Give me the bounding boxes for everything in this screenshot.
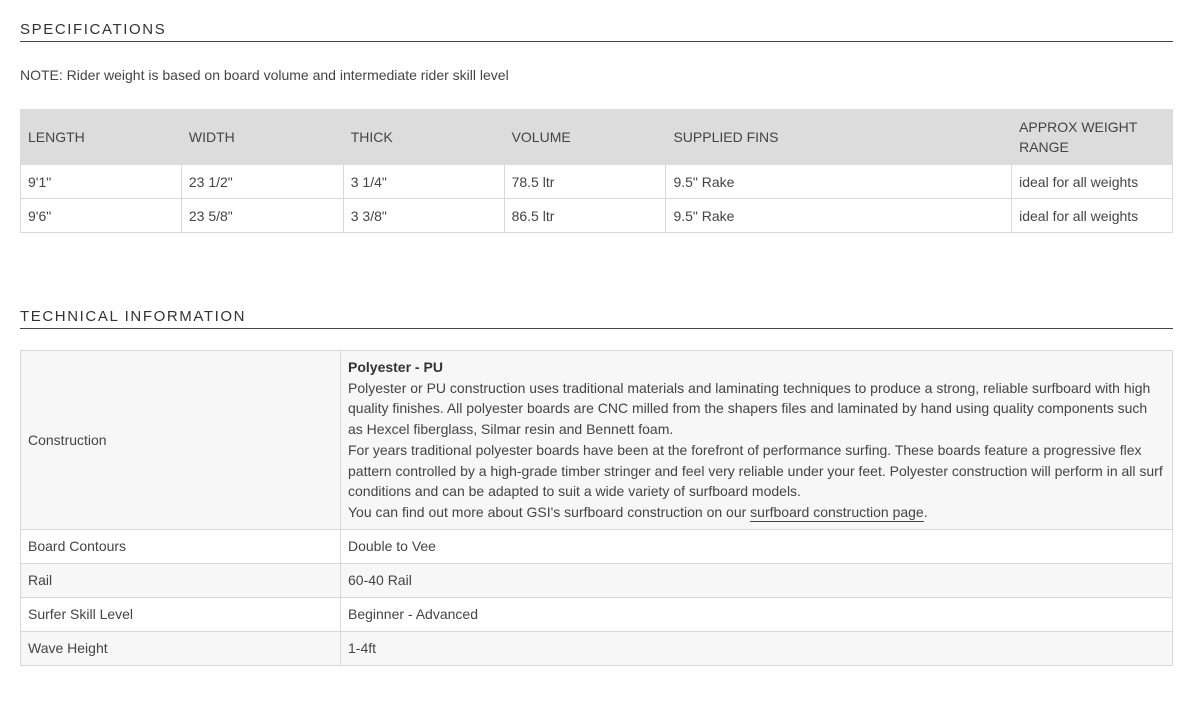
table-row	[21, 529, 1173, 563]
wave-height-label: Wave Height	[21, 631, 341, 665]
col-header-volume: VOLUME	[504, 110, 666, 165]
spec-header-row	[21, 110, 1173, 165]
col-header-approx-weight-range: APPROX WEIGHT RANGE	[1012, 110, 1173, 165]
table-row	[21, 165, 1173, 199]
cell-weight-range: ideal for all weights	[1012, 165, 1173, 199]
cell-volume: 86.5 ltr	[504, 199, 666, 233]
col-header-thick: THICK	[343, 110, 504, 165]
col-header-width: WIDTH	[181, 110, 343, 165]
construction-label: Construction	[21, 351, 341, 530]
construction-paragraph-3-suffix: .	[923, 503, 928, 520]
surfer-skill-level-label: Surfer Skill Level	[21, 597, 341, 631]
table-row	[21, 563, 1173, 597]
col-header-length: LENGTH	[21, 110, 182, 165]
technical-information-table	[20, 350, 1173, 666]
construction-title: Polyester - PU	[348, 359, 443, 375]
cell-volume: 78.5 ltr	[504, 165, 666, 199]
cell-length: 9'1"	[21, 165, 182, 199]
cell-supplied-fins: 9.5" Rake	[666, 165, 1012, 199]
surfer-skill-level-value: Beginner - Advanced	[341, 597, 1173, 631]
construction-paragraph-1: Polyester or PU construction uses traditional materials and laminating techniques to produce a strong, reliable surfboard with high quality finishes. All polyester boards are CNC milled from the shapers files and laminated by hand using quality components such as Hexcel fiberglass, Silmar resin and Bennett foam.	[348, 379, 1151, 438]
table-row	[21, 597, 1173, 631]
construction-paragraph-2: For years traditional polyester boards have been at the forefront of performance surfing. These boards feature a progressive flex pattern controlled by a high-grade timber stringer and feel very reliable under your feet. Polyester construction will perform in all surf conditions and can be adapted to suit a wide variety of surfboard models.	[348, 441, 1163, 500]
rail-value: 60-40 Rail	[341, 563, 1173, 597]
cell-length: 9'6"	[21, 199, 182, 233]
board-contours-value: Double to Vee	[341, 529, 1173, 563]
rider-weight-note: NOTE: Rider weight is based on board volume and intermediate rider skill level	[20, 67, 509, 83]
cell-weight-range: ideal for all weights	[1012, 199, 1173, 233]
wave-height-value: 1-4ft	[341, 631, 1173, 665]
cell-width: 23 5/8"	[181, 199, 343, 233]
specifications-table	[20, 109, 1173, 233]
cell-width: 23 1/2"	[181, 165, 343, 199]
surfboard-construction-link[interactable]: surfboard construction page	[750, 503, 924, 520]
cell-supplied-fins: 9.5" Rake	[666, 199, 1012, 233]
construction-paragraph-3-prefix: You can find out more about GSI's surfboard construction on our	[348, 503, 751, 520]
table-row	[21, 631, 1173, 665]
table-row-construction	[21, 351, 1173, 530]
specifications-heading: SPECIFICATIONS	[20, 21, 1173, 42]
col-header-supplied-fins: SUPPLIED FINS	[666, 110, 1012, 165]
technical-information-heading: TECHNICAL INFORMATION	[20, 308, 1173, 329]
rail-label: Rail	[21, 563, 341, 597]
construction-value	[341, 351, 1173, 530]
cell-thick: 3 3/8"	[343, 199, 504, 233]
table-row	[21, 199, 1173, 233]
board-contours-label: Board Contours	[21, 529, 341, 563]
cell-thick: 3 1/4"	[343, 165, 504, 199]
